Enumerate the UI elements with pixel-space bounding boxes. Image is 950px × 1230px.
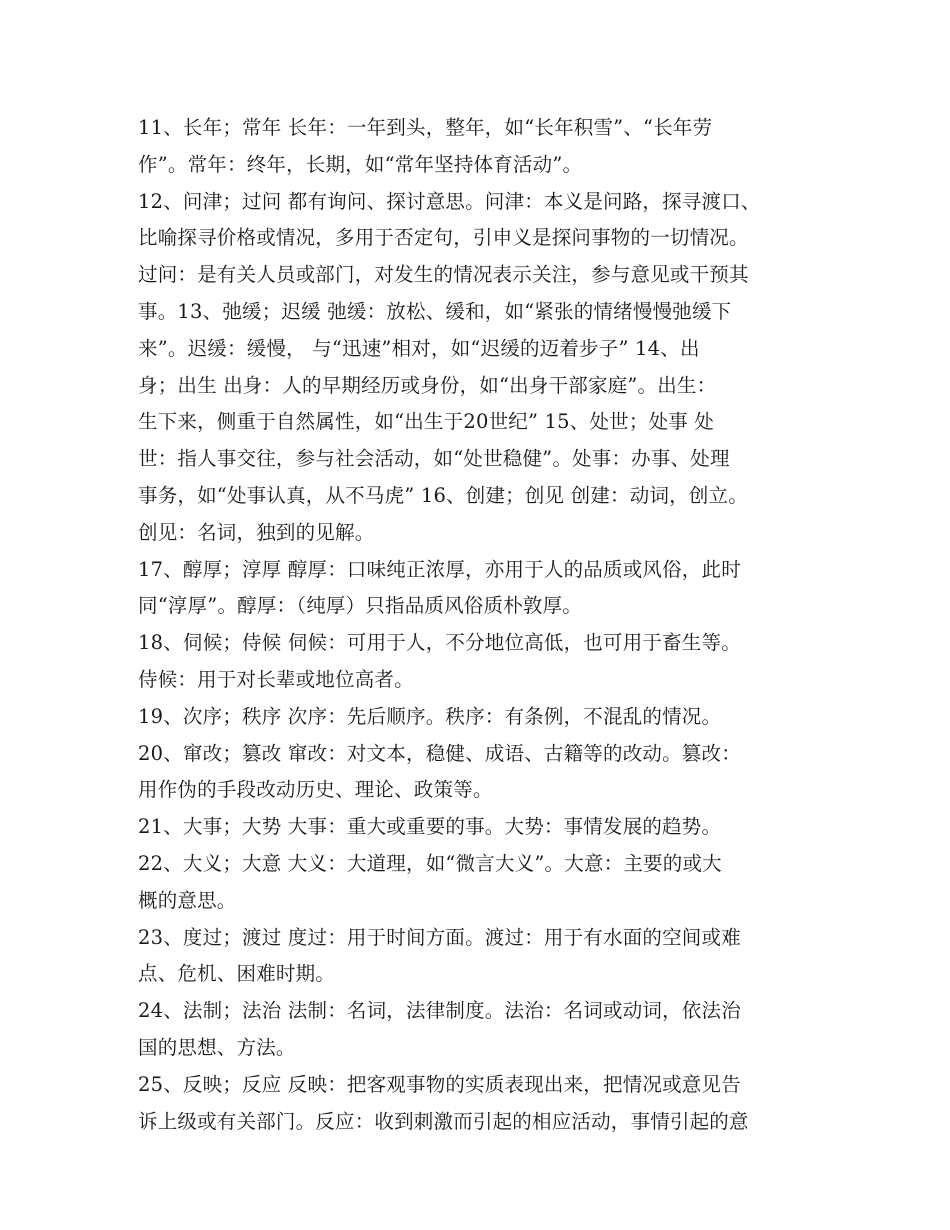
text-line: 国的思想、方法。 bbox=[138, 1035, 296, 1059]
document-body bbox=[138, 110, 828, 1140]
text-line: 21、大事；大势 大事：重大或重要的事。大势：事情发展的趋势。 bbox=[138, 815, 722, 839]
text-line: 过问：是有关人员或部门，对发生的情况表示关注，参与意见或干预其 bbox=[138, 263, 749, 287]
text-line: 点、危机、困难时期。 bbox=[138, 962, 336, 986]
text-line: 23、度过；渡过 度过：用于时间方面。渡过：用于有水面的空间或难 bbox=[138, 925, 741, 949]
text-line: 创见：名词，独到的见解。 bbox=[138, 520, 375, 544]
text-line: 用作伪的手段改动历史、理论、政策等。 bbox=[138, 778, 493, 802]
text-line: 概的意思。 bbox=[138, 888, 237, 912]
text-line: 12、问津；过问 都有询问、探讨意思。问津：本义是问路，探寻渡口、 bbox=[138, 189, 761, 213]
text-line: 19、次序；秩序 次序：先后顺序。秩序：有条例，不混乱的情况。 bbox=[138, 704, 722, 728]
text-line: 24、法制；法治 法制：名词，法律制度。法治：名词或动词，依法治 bbox=[138, 999, 741, 1023]
text-line: 作”。常年：终年，长期，如“常年坚持体育活动”。 bbox=[138, 152, 583, 176]
text-line: 事务，如“处事认真，从不马虎” 16、创建；创见 创建：动词，创立。 bbox=[138, 483, 748, 507]
text-line: 事。13、弛缓；迟缓 弛缓：放松、缓和，如“紧张的情绪慢慢弛缓下 bbox=[138, 299, 732, 323]
text-line: 25、反映；反应 反映：把客观事物的实质表现出来，把情况或意见告 bbox=[138, 1072, 741, 1096]
text-line: 同“淳厚”。醇厚：（纯厚）只指品质风俗质朴敦厚。 bbox=[138, 594, 582, 618]
text-line: 来”。迟缓：缓慢， 与“迅速”相对，如“迟缓的迈着步子” 14、出 bbox=[138, 336, 700, 360]
text-line: 20、窜改；篡改 窜改：对文本，稳健、成语、古籍等的改动。篡改： bbox=[138, 741, 741, 765]
text-line: 11、长年；常年 长年：一年到头，整年，如“长年积雪”、“长年劳 bbox=[138, 116, 713, 139]
text-line: 比喻探寻价格或情况，多用于否定句，引申义是探问事物的一切情况。 bbox=[138, 226, 749, 250]
text-line: 生下来，侧重于自然属性，如“出生于20世纪” 15、处世；处事 处 bbox=[138, 410, 715, 434]
text-line: 侍候：用于对长辈或地位高者。 bbox=[138, 667, 414, 691]
text-line: 22、大义；大意 大义：大道理，如“微言大义”。大意：主要的或大 bbox=[138, 851, 722, 875]
text-line: 17、醇厚；淳厚 醇厚：口味纯正浓厚，亦用于人的品质或风俗，此时 bbox=[138, 557, 741, 581]
text-line: 18、伺候；侍候 伺候：可用于人，不分地位高低，也可用于畜生等。 bbox=[138, 631, 741, 655]
text-line: 世：指人事交往，参与社会活动，如“处世稳健”。处事：办事、处理 bbox=[138, 447, 730, 471]
text-line: 身；出生 出身：人的早期经历或身份，如“出身干部家庭”。出生： bbox=[138, 373, 717, 397]
text-line: 诉上级或有关部门。反应：收到刺激而引起的相应活动，事情引起的意 bbox=[138, 1109, 749, 1133]
